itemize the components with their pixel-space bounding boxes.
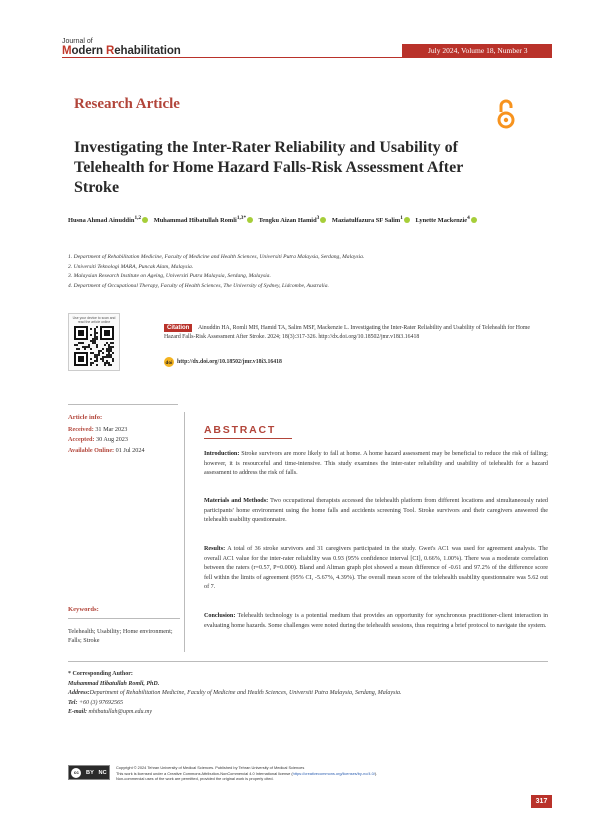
affiliation-item: 1. Department of Rehabilitation Medicine, Faculty of Medicine and Health Sciences, Universiti Putra Malaysia, Serdang, Malaysia.	[68, 254, 365, 260]
doi-link[interactable]: http://dx.doi.org/10.18502/jmr.v18i3.16418	[177, 359, 282, 365]
footer-divider	[68, 661, 548, 662]
header-divider	[62, 57, 552, 58]
license-text	[116, 765, 516, 782]
doi-row	[164, 357, 282, 367]
corresponding-address: Address:Department of Rehabilitation Medicine, Faculty of Medicine and Health Sciences, Universiti Putra Malaysia, Serdang, Malaysia.	[68, 690, 402, 696]
affiliation-item: 2. Universiti Teknologi MARA, Puncak Alam, Malaysia.	[68, 263, 194, 270]
abstract-introduction: Introduction: Stroke survivors are more likely to fall at home. A home hazard assessment may be beneficial to reduce the risk of falling; however, it is resourceful and time-intensive. This study examines the inter-rater reliability and usability of telehealth for a hazard assessment to address the risk of falls.	[204, 451, 548, 476]
article-type: Research Article	[74, 96, 180, 112]
qr-caption: Use your device to scan and read the article online	[72, 316, 116, 324]
license-line: Non-commercial uses of the work are permitted, provided the original work is properly cited.	[116, 776, 274, 782]
orcid-icon[interactable]	[320, 217, 326, 223]
orcid-icon[interactable]	[142, 217, 148, 223]
journal-logo-name: Modern Rehabilitation	[62, 45, 181, 57]
abstract-heading: ABSTRACT	[204, 424, 277, 436]
article-info	[68, 413, 180, 456]
journal-logo-line1: Journal of	[62, 38, 93, 45]
received-date: Received: 31 Mar 2023	[68, 425, 128, 433]
qr-code-icon[interactable]	[74, 326, 114, 366]
article-title: Investigating the Inter-Rater Reliability and Usability of Telehealth for Home Hazard Falls-Risk Assessment After Stroke	[74, 139, 464, 196]
doi-icon: doi	[164, 357, 174, 367]
cc-license-badge[interactable]	[68, 765, 110, 780]
citation-text: Ainuddin HA, Romli MH, Hamid TA, Salim MSF, Mackenzie L. Investigating the Inter-Rater Reliability and Usability of Telehealth for Home Hazard Falls-Risk Assessment After Stroke. 2024; 18(3):317-326. http://dx.doi.org/10.18502/jmr.v18i3.16418	[164, 325, 530, 341]
issue-info: July 2024, Volume 18, Number 3	[402, 44, 552, 57]
abstract-methods: Materials and Methods: Two occupational therapists accessed the telehealth platform from different locations and simultaneously rated participants' home environment using the home falls and accidents screening Tool. Stroke survivors and their caregivers answered the telehealth usability questionnaire.	[204, 498, 548, 523]
author-item[interactable]: Tengku Aizan Hamid$^3$	[259, 217, 327, 224]
corresponding-author	[68, 670, 538, 718]
accepted-date: Accepted: 30 Aug 2023	[68, 436, 128, 444]
orcid-icon[interactable]	[404, 217, 410, 223]
orcid-icon[interactable]	[247, 217, 253, 223]
open-access-icon	[496, 98, 516, 130]
corresponding-email: E-mail: mhibatullah@upm.edu.my	[68, 709, 153, 715]
creative-commons-icon: cc	[71, 768, 81, 778]
affiliation-item: 3. Malaysian Research Institute on Ageing, Universiti Putra Malaysia, Serdang, Malaysia.	[68, 273, 271, 279]
cc-by-label: BY	[86, 769, 94, 776]
license-line: This work is licensed under a Creative Commons Attribution-NonCommercial 4.0 International license (https://creativecommons.org/licenses/by-nc/4.0/).	[116, 770, 378, 776]
citation-label: Citation	[164, 324, 192, 332]
author-item[interactable]: Muhammad Hibatullah Romli$^{1,3*}$	[154, 217, 253, 224]
abstract-underline	[204, 438, 292, 439]
affiliation-item: 4. Department of Occupational Therapy, Faculty of Health Sciences, The University of Sydney, Lidcombe, Australia.	[68, 282, 329, 289]
author-item[interactable]: Maziatulfazura SF Salim$^1$	[332, 217, 410, 224]
corresponding-heading: * Corresponding Author:	[68, 671, 133, 677]
keywords-heading: Keywords:	[68, 605, 180, 619]
corresponding-tel: Tel: +60 (3) 97692565	[68, 699, 123, 706]
author-item[interactable]: Husna Ahmad Ainuddin$^{1,2}$	[68, 217, 148, 224]
column-divider	[184, 412, 185, 652]
online-date: Available Online: 01 Jul 2024	[68, 446, 145, 454]
page-number: 317	[531, 795, 552, 808]
cc-nc-label: NC	[98, 769, 107, 776]
keywords-text: Telehealth; Usability; Home environment; Falls; Stroke	[68, 627, 173, 644]
affiliations	[68, 253, 528, 291]
author-list	[68, 215, 538, 224]
info-divider	[68, 404, 178, 405]
qr-code-box[interactable]	[68, 313, 120, 371]
article-info-heading: Article info:	[68, 414, 103, 421]
abstract-conclusion: Conclusion: Telehealth technology is a potential medium that provides an opportunity for synchronous practitioner-client interaction in evaluating home hazards. Some challenges were noted during the telehealth sessions, thus requiring a brief protocol to navigate the system.	[204, 613, 548, 629]
license-link[interactable]: https://creativecommons.org/licenses/by-nc/4.0/	[292, 770, 375, 776]
abstract-results: Results: A total of 36 stroke survivors and 31 caregivers participated in the study. Gwet's AC1 was used for agreement analysis. The overall AC1 value for the inter-rater reliability was 0.93 (95% confidence interval [CI], 0.66%, 1.00%). There was a moderate correlation between the raters (r=0.57, P=0.000). Bland and Altman graph plot showed a mean difference of -0.61 and 97.2% of the difference score fell within the limits of agreement (95% CI, -5.67%, 4.39%). The overall mean score of the telehealth usability questionnaire was 5.62 out of 7.	[204, 546, 548, 590]
keywords	[68, 605, 180, 646]
author-item[interactable]: Lynette Mackenzie$^4$	[415, 217, 476, 224]
license-line: Copyright © 2024 Tehran University of Medical Sciences. Published by Tehran University of Medical Sciences	[116, 765, 305, 770]
journal-logo	[62, 38, 181, 58]
orcid-icon[interactable]	[471, 217, 477, 223]
corresponding-name: Muhammad Hibatullah Romli, PhD.	[68, 680, 160, 687]
